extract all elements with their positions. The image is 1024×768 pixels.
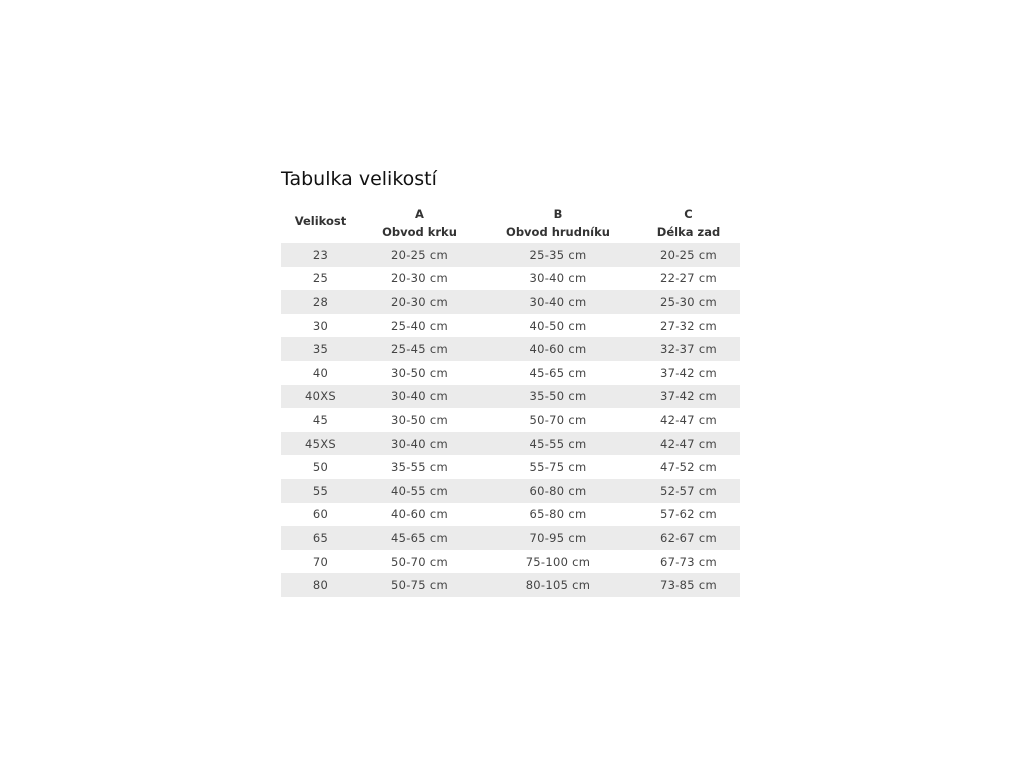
neck-cell: 35-55 cm (360, 455, 479, 479)
neck-cell: 20-25 cm (360, 243, 479, 267)
chest-cell: 70-95 cm (479, 526, 637, 550)
back-cell: 37-42 cm (637, 385, 740, 409)
column-c-letter: C (684, 207, 693, 221)
neck-cell: 30-40 cm (360, 385, 479, 409)
size-cell: 45 (281, 408, 360, 432)
size-column-header: Velikost (294, 214, 347, 228)
size-cell: 80 (281, 573, 360, 597)
back-cell: 57-62 cm (637, 503, 740, 527)
chest-cell: 60-80 cm (479, 479, 637, 503)
back-cell: 52-57 cm (637, 479, 740, 503)
table-row (281, 385, 740, 409)
chest-cell: 50-70 cm (479, 408, 637, 432)
chest-cell: 45-55 cm (479, 432, 637, 456)
chest-cell: 45-65 cm (479, 361, 637, 385)
table-row (281, 526, 740, 550)
size-cell: 60 (281, 503, 360, 527)
size-table-header (281, 199, 740, 243)
size-cell: 55 (281, 479, 360, 503)
back-cell: 73-85 cm (637, 573, 740, 597)
header-row-letters (281, 199, 740, 221)
table-row (281, 573, 740, 597)
table-row (281, 337, 740, 361)
table-row (281, 479, 740, 503)
chest-cell: 65-80 cm (479, 503, 637, 527)
size-cell: 70 (281, 550, 360, 574)
size-table (281, 199, 740, 597)
table-row (281, 408, 740, 432)
size-cell: 35 (281, 337, 360, 361)
size-cell: 40XS (281, 385, 360, 409)
table-row (281, 267, 740, 291)
back-cell: 42-47 cm (637, 432, 740, 456)
neck-cell: 20-30 cm (360, 290, 479, 314)
back-cell: 42-47 cm (637, 408, 740, 432)
back-cell: 22-27 cm (637, 267, 740, 291)
page-title: Tabulka velikostí (281, 168, 437, 190)
back-cell: 25-30 cm (637, 290, 740, 314)
chest-cell: 35-50 cm (479, 385, 637, 409)
size-cell: 50 (281, 455, 360, 479)
neck-cell: 50-70 cm (360, 550, 479, 574)
chest-cell: 40-60 cm (479, 337, 637, 361)
column-b-label: Obvod hrudníku (506, 225, 610, 239)
size-cell: 25 (281, 267, 360, 291)
neck-cell: 40-60 cm (360, 503, 479, 527)
back-cell: 32-37 cm (637, 337, 740, 361)
column-c-label: Délka zad (656, 225, 721, 239)
size-cell: 65 (281, 526, 360, 550)
table-row (281, 432, 740, 456)
table-row (281, 361, 740, 385)
table-row (281, 243, 740, 267)
back-cell: 62-67 cm (637, 526, 740, 550)
back-cell: 37-42 cm (637, 361, 740, 385)
chest-cell: 40-50 cm (479, 314, 637, 338)
size-cell: 23 (281, 243, 360, 267)
chest-cell: 55-75 cm (479, 455, 637, 479)
table-row (281, 550, 740, 574)
chest-cell: 30-40 cm (479, 267, 637, 291)
neck-cell: 50-75 cm (360, 573, 479, 597)
neck-cell: 40-55 cm (360, 479, 479, 503)
chest-cell: 25-35 cm (479, 243, 637, 267)
neck-cell: 25-40 cm (360, 314, 479, 338)
table-row (281, 503, 740, 527)
size-cell: 45XS (281, 432, 360, 456)
column-b-letter: B (553, 207, 563, 221)
neck-cell: 45-65 cm (360, 526, 479, 550)
back-cell: 27-32 cm (637, 314, 740, 338)
neck-cell: 30-40 cm (360, 432, 479, 456)
chest-cell: 75-100 cm (479, 550, 637, 574)
back-cell: 20-25 cm (637, 243, 740, 267)
chest-cell: 30-40 cm (479, 290, 637, 314)
column-a-label: Obvod krku (382, 225, 457, 239)
size-table-body (281, 243, 740, 597)
size-cell: 40 (281, 361, 360, 385)
column-a-letter: A (415, 207, 424, 221)
neck-cell: 20-30 cm (360, 267, 479, 291)
back-cell: 67-73 cm (637, 550, 740, 574)
table-row (281, 455, 740, 479)
size-cell: 30 (281, 314, 360, 338)
neck-cell: 30-50 cm (360, 361, 479, 385)
back-cell: 47-52 cm (637, 455, 740, 479)
size-cell: 28 (281, 290, 360, 314)
table-row (281, 290, 740, 314)
neck-cell: 30-50 cm (360, 408, 479, 432)
chest-cell: 80-105 cm (479, 573, 637, 597)
neck-cell: 25-45 cm (360, 337, 479, 361)
table-row (281, 314, 740, 338)
